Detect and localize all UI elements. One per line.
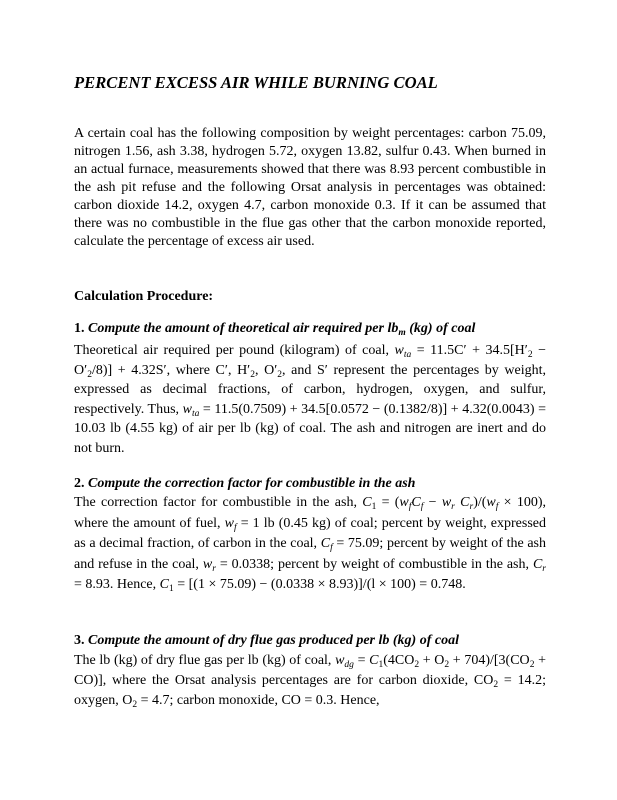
step-1-heading-sub: m bbox=[398, 328, 406, 338]
step-1-text: , and S′ represent the percentages by weight, expressed as decimal fractions, of carbon, hydrogen, oxygen, and sulfur, respectively. Thus, bbox=[74, 362, 546, 417]
step-2-var: w bbox=[224, 515, 234, 531]
step-2-heading-text: Compute the correction factor for combustible in the ash bbox=[88, 476, 416, 491]
step-1-sub: ta bbox=[403, 350, 412, 360]
procedure-heading: Calculation Procedure: bbox=[74, 289, 214, 304]
step-2-sub: f bbox=[408, 502, 412, 512]
step-1-sub: 2 bbox=[277, 369, 283, 380]
step-2-text: The correction factor for combustible in the ash, bbox=[74, 495, 363, 510]
step-3-text: The lb (kg) of dry flue gas per lb (kg) of coal, bbox=[74, 653, 336, 668]
step-2-sub: 1 bbox=[169, 584, 174, 594]
step-1-text: , O′ bbox=[255, 362, 278, 378]
step-1-sub: 2 bbox=[527, 350, 533, 360]
step-1-text: = 11.5C′ + 34.5[H′ bbox=[411, 343, 528, 358]
step-2-sub: f bbox=[330, 543, 333, 553]
step-2-var: w bbox=[202, 556, 213, 572]
document-title: PERCENT EXCESS AIR WHILE BURNING COAL bbox=[74, 73, 438, 92]
step-3-var: C bbox=[369, 653, 379, 668]
step-2-var: C bbox=[532, 556, 543, 572]
step-3-sub: 2 bbox=[414, 660, 420, 670]
step-1-heading-text: Compute the amount of theoretical air required per lb bbox=[88, 321, 399, 336]
step-2-sub: r bbox=[542, 563, 546, 574]
step-3-sub: 2 bbox=[132, 700, 138, 710]
step-2-heading bbox=[74, 475, 415, 493]
step-2-sub: r bbox=[451, 502, 455, 512]
step-1-text: Theoretical air required per pound (kilogram) of coal, bbox=[74, 343, 395, 358]
step-3-text: + O bbox=[419, 653, 445, 668]
step-1-var: w bbox=[394, 343, 404, 358]
step-2-var: C bbox=[362, 495, 372, 510]
step-2-var: C bbox=[320, 536, 331, 551]
step-2-text: = 75.09; percent by weight of the ash and refuse in the coal, bbox=[74, 536, 547, 572]
step-1-number: 1. bbox=[74, 321, 85, 336]
step-2-sub: r bbox=[212, 563, 216, 574]
step-3-body bbox=[74, 651, 546, 711]
step-3-sub: 2 bbox=[529, 660, 535, 670]
step-3-text: = 4.7; carbon monoxide, CO = 0.3. Hence, bbox=[137, 693, 380, 708]
step-3-number: 3. bbox=[74, 633, 85, 648]
step-1-body bbox=[74, 341, 546, 458]
step-2-sub: f bbox=[495, 502, 499, 512]
step-2-var: w bbox=[441, 495, 452, 510]
step-2-text: = 0.0338; percent by weight of combustible in the ash, bbox=[215, 556, 533, 572]
step-3-heading bbox=[74, 632, 459, 650]
step-1-text: /8)] + 4.32S′, where C′, H′ bbox=[91, 362, 251, 378]
step-1-heading bbox=[74, 320, 475, 338]
step-3-text: + 704)/[3(CO bbox=[449, 653, 530, 668]
step-2-sub: f bbox=[420, 502, 424, 512]
step-1-sub: ta bbox=[191, 408, 200, 419]
step-2-sub: f bbox=[233, 522, 237, 533]
step-2-var: w bbox=[399, 495, 409, 510]
step-2-text: = 8.93. Hence, bbox=[74, 577, 160, 592]
step-1-text: − O′ bbox=[74, 343, 546, 378]
step-3-text: + CO)], where the Orsat analysis percentages are for carbon dioxide, CO bbox=[74, 653, 546, 688]
step-2-number: 2. bbox=[74, 476, 85, 491]
problem-statement: A certain coal has the following composition by weight percentages: carbon 75.09, nitrogen 1.56, ash 3.38, hydrogen 5.72, oxygen 13.82, sulfur 0.43. When burned in an actual furnace, measurements showed that there was 8.93 percent combustible in the ash pit refuse and the following Orsat analysis in percentages was obtained: carbon dioxide 14.2, oxygen 4.7, carbon monoxide 0.3. If it can be assumed that there was no combustible in the flue gas other that the carbon monoxide reported, calculate the percentage of excess air used. bbox=[74, 126, 546, 249]
step-3-text: = 14.2; oxygen, O bbox=[74, 673, 546, 708]
step-2-var: C bbox=[159, 577, 169, 592]
step-1-sub: 2 bbox=[87, 369, 92, 380]
step-3-var: w bbox=[335, 653, 345, 668]
step-1-text: = 11.5(0.7509) + 34.5[0.0572 − (0.1382/8)] + 4.32(0.0043) = 10.03 lb (4.55 kg) of air per lb (kg) of coal. The ash and nitrogen are inert and do not burn. bbox=[74, 401, 546, 456]
step-3-text: (4CO bbox=[383, 653, 415, 668]
step-3-sub: 2 bbox=[444, 660, 450, 670]
step-3-heading-text: Compute the amount of dry flue gas produced per lb (kg) of coal bbox=[88, 633, 459, 648]
step-2-text: − bbox=[423, 495, 442, 510]
step-2-var: C bbox=[460, 495, 470, 510]
step-2-text: = 1 lb (0.45 kg) of coal; percent by weight, expressed as a decimal fraction, of carbon in the coal, bbox=[74, 515, 546, 551]
step-2-var: C bbox=[411, 495, 421, 510]
step-1-var: w bbox=[182, 401, 192, 417]
step-3-sub: 2 bbox=[493, 680, 499, 690]
step-2-text: × 100), where the amount of fuel, bbox=[74, 495, 547, 531]
step-1-heading-tail: (kg) of coal bbox=[409, 321, 476, 336]
step-2-text: )/( bbox=[473, 495, 487, 510]
step-2-body bbox=[74, 493, 546, 596]
step-2-sub: r bbox=[469, 502, 474, 512]
step-1-sub: 2 bbox=[250, 369, 255, 380]
step-2-sub: 1 bbox=[371, 502, 377, 512]
step-2-text: = [(1 × 75.09) − (0.0338 × 8.93)]/(l × 100) = 0.748. bbox=[173, 577, 466, 592]
step-3-text: = bbox=[353, 653, 370, 668]
step-2-text: = ( bbox=[376, 495, 400, 510]
step-3-sub: dg bbox=[344, 660, 354, 670]
step-3-sub: 1 bbox=[378, 660, 384, 670]
step-2-var: w bbox=[486, 495, 496, 510]
